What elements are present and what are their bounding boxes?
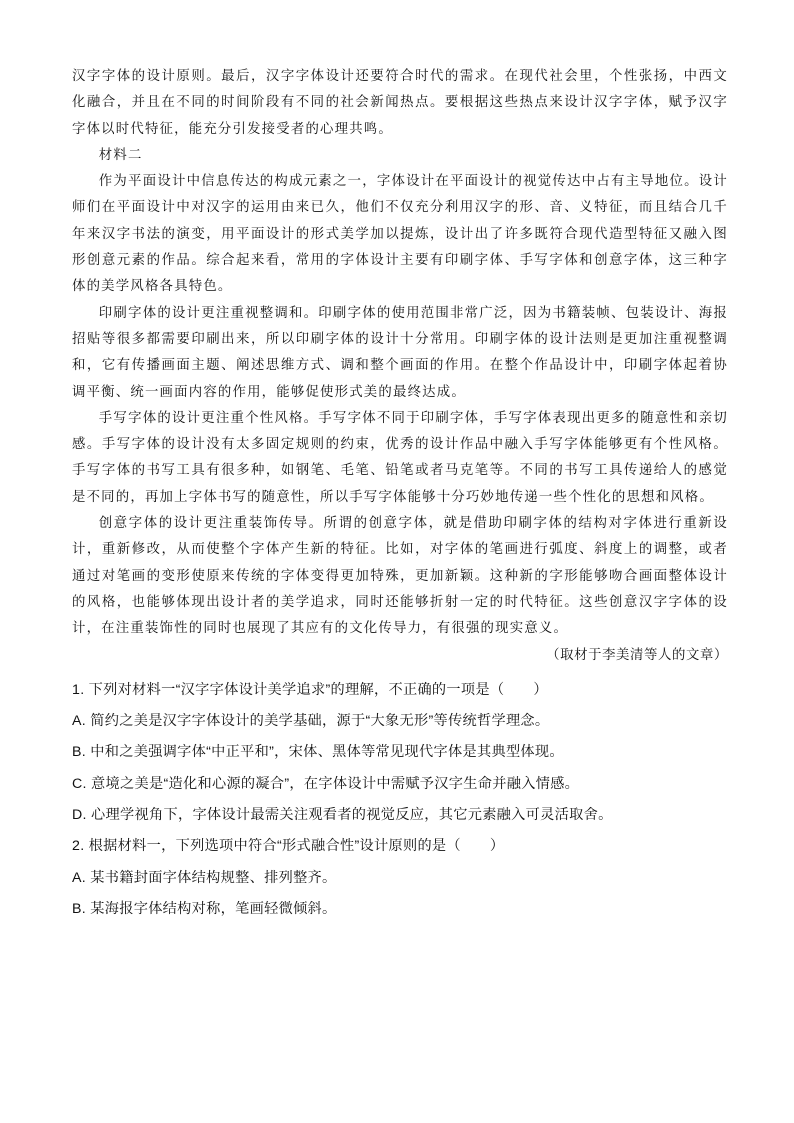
question-1-option-c: C. 意境之美是“造化和心源的凝合”，在字体设计中需赋予汉字生命并融入情感。 bbox=[72, 775, 580, 792]
passage-paragraph-3: 手写字体的设计更注重个性风格。手写字体不同于印刷字体，手写字体表现出更多的随意性和亲切感。手写字体的设计没有太多固定规则的约束，优秀的设计作品中融入手写字体能够更有个性风格。手写字体的书写工具有很多种，如钢笔、毛笔、铅笔或者马克笔等。不同的书写工具传递给人的感觉是不同的，再加上字体书写的随意性，所以手写字体能够十分巧妙地传递一些个性化的思想和风格。 bbox=[72, 410, 728, 505]
passage-paragraph-4: 创意字体的设计更注重装饰传导。所谓的创意字体，就是借助印刷字体的结构对字体进行重新设计，重新修改，从而使整个字体产生新的特征。比如，对字体的笔画进行弧度、斜度上的调整，或者通过对笔画的变形使原来传统的字体变得更加特殊，更加新颖。这种新的字形能够吻合画面整体设计的风格，也能够体现出设计者的美学追求，同时还能够折射一定的时代特征。这些创意汉字字体的设计，在注重装饰性的同时也展现了其应有的文化传导力，有很强的现实意义。 bbox=[72, 516, 728, 637]
question-1-stem: 1. 下列对材料一“汉字字体设计美学追求”的理解，不正确的一项是（ ） bbox=[72, 681, 548, 698]
question-1-option-d: D. 心理学视角下，字体设计最需关注观看者的视觉反应，其它元素融入可灵活取舍。 bbox=[72, 807, 613, 824]
question-2-option-a: A. 某书籍封面字体结构规整、排列整齐。 bbox=[72, 869, 337, 886]
question-2-stem: 2. 根据材料一，下列选项中符合“形式融合性”设计原则的是（ ） bbox=[72, 838, 505, 855]
reading-passage bbox=[72, 64, 728, 669]
question-1-option-b: B. 中和之美强调字体“中正平和”，宋体、黑体等常见现代字体是其典型体现。 bbox=[72, 744, 564, 761]
passage-source: （取材于李美清等人的文章） bbox=[546, 647, 728, 663]
question-section bbox=[72, 675, 728, 925]
passage-paragraph-2: 印刷字体的设计更注重视整调和。印刷字体的使用范围非常广泛，因为书籍装帧、包装设计、海报招贴等很多都需要印刷出来，所以印刷字体的设计十分常用。印刷字体的设计法则是更加注重视整调和，它有传播画面主题、阐述思维方式、调和整个画面的作用。在整个作品设计中，印刷字体起着协调平衡、统一画面内容的作用，能够促使形式美的最终达成。 bbox=[72, 305, 728, 400]
question-1-option-a: A. 简约之美是汉字字体设计的美学基础，源于“大象无形”等传统哲学理念。 bbox=[72, 713, 550, 730]
passage-paragraph-1: 作为平面设计中信息传达的构成元素之一，字体设计在平面设计的视觉传达中占有主导地位。设计师们在平面设计中对汉字的运用由来已久，他们不仅充分利用汉字的形、音、义特征，而且结合几千年来汉字书法的演变，用平面设计的形式美学加以提炼，设计出了许多既符合现代造型特征又融入图形创意元素的作品。综合起来看，常用的字体设计主要有印刷字体、手写字体和创意字体，这三种字体的美学风格各具特色。 bbox=[72, 174, 728, 295]
passage-continuation: 汉字字体的设计原则。最后，汉字字体设计还要符合时代的需求。在现代社会里，个性张扬，中西文化融合，并且在不同的时间阶段有不同的社会新闻热点。要根据这些热点来设计汉字字体，赋予汉字字体以时代特征，能充分引发接受者的心理共鸣。 bbox=[72, 69, 728, 137]
material-heading: 材料二 bbox=[98, 147, 143, 163]
question-2-option-b: B. 某海报字体结构对称，笔画轻微倾斜。 bbox=[72, 900, 337, 917]
